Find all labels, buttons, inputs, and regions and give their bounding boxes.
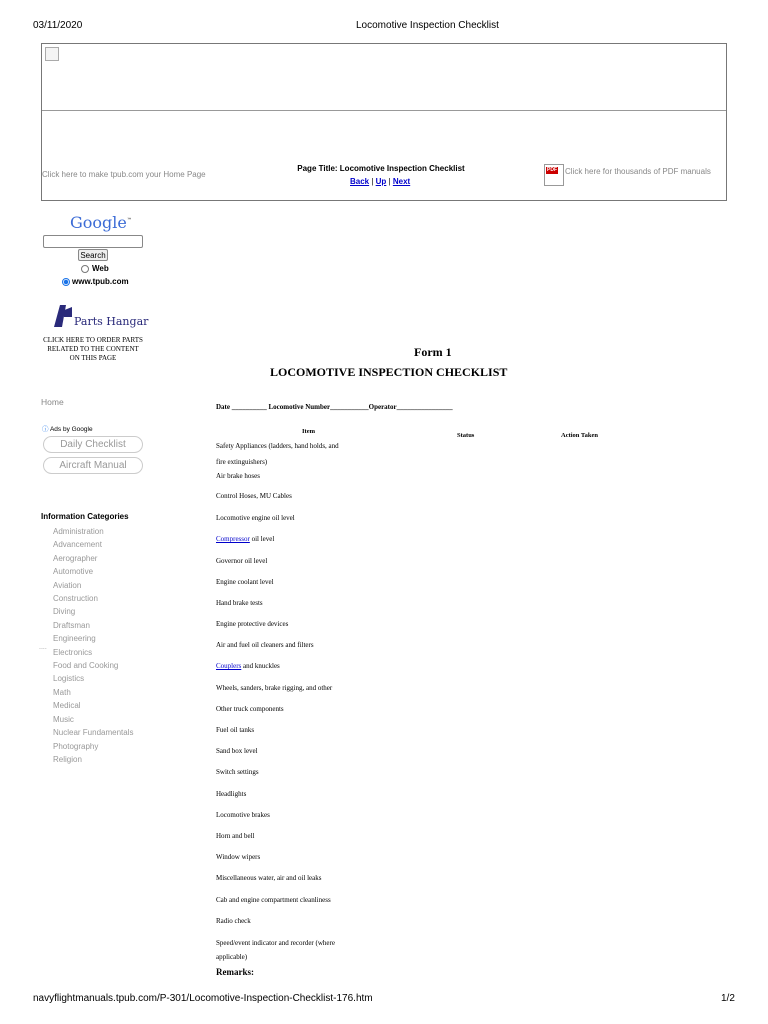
checklist-item: Control Hoses, MU Cables [216,492,292,500]
category-link[interactable]: Music [53,714,74,724]
checklist-item: Governor oil level [216,557,268,565]
pdf-manuals-link[interactable]: Click here for thousands of PDF manuals [565,167,711,176]
checklist-item: Other truck components [216,705,284,713]
parts-hangar-logo[interactable]: Parts Hangar [74,315,149,328]
back-link[interactable]: Back [350,177,370,186]
page-title: Page Title: Locomotive Inspection Checklist [297,164,465,173]
radio-web[interactable] [81,265,89,273]
search-button[interactable]: Search [78,249,108,261]
checklist-item: Locomotive brakes [216,811,270,819]
parts-hangar-logo-icon[interactable] [52,303,74,329]
ellipsis: .... [39,644,47,651]
broken-image-icon [45,47,59,61]
checklist-item: Headlights [216,790,247,798]
home-link[interactable]: Home [41,397,64,407]
checklist-item: Radio check [216,917,251,925]
category-link[interactable]: Advancement [53,540,102,550]
radio-site-label: www.tpub.com [72,277,129,286]
col-action: Action Taken [561,432,599,439]
checklist-item: Compressor oil level [216,535,275,543]
checklist-item: Hand brake tests [216,599,263,607]
pdf-badge: PDF [547,167,557,173]
category-link[interactable]: Administration [53,527,104,536]
checklist-item-cont: fire extinguishers) [216,458,268,466]
checklist-item: Engine protective devices [216,620,289,628]
checklist-item: Locomotive engine oil level [216,514,295,522]
compressor-link[interactable]: Compressor [216,535,250,543]
form-header-line: Date __________ Locomotive Number___________Operator________________ [216,403,453,411]
checklist-item: Switch settings [216,768,259,776]
checklist-item: Speed/event indicator and recorder (where [216,939,335,947]
form-title: LOCOMOTIVE INSPECTION CHECKLIST [270,365,508,379]
checklist-item: Engine coolant level [216,578,274,586]
category-link[interactable]: Logistics [53,674,85,684]
checklist-item: Safety Appliances (ladders, hand holds, and [216,442,339,450]
checklist-item: Cab and engine compartment cleanliness [216,896,331,904]
remarks-label: Remarks: [216,967,254,977]
categories-title: Information Categories [41,512,129,521]
print-date: 03/11/2020 [33,20,83,31]
checklist-item: Fuel oil tanks [216,726,255,734]
page-nav: Back | Up | Next [350,177,411,186]
category-link[interactable]: Food and Cooking [53,661,119,671]
info-icon: ⓘ [42,426,49,433]
order-parts-link[interactable]: CLICK HERE TO ORDER PARTS RELATED TO THE CONTENT ON THIS PAGE [43,336,143,362]
checklist-item: Air brake hoses [216,472,260,480]
category-link[interactable]: Medical [53,701,81,711]
category-link[interactable]: Engineering [53,634,96,644]
print-title: Locomotive Inspection Checklist [356,20,499,31]
checklist-item: Window wipers [216,853,261,861]
category-link[interactable]: Aviation [53,580,82,590]
checklist-item: Air and fuel oil cleaners and filters [216,641,314,649]
footer-url: navyflightmanuals.tpub.com/P-301/Locomotive-Inspection-Checklist-176.htm [33,993,373,1004]
col-item: Item [302,428,315,435]
checklist-item: Horn and bell [216,832,255,840]
categories-list [53,525,133,766]
category-link[interactable]: Automotive [53,567,94,577]
category-link[interactable]: Photography [53,741,99,751]
banner-divider [42,110,726,111]
ad-daily-checklist[interactable]: Daily Checklist [43,436,143,453]
col-status: Status [457,432,475,439]
make-homepage-link[interactable]: Click here to make tpub.com your Home Page [42,170,206,179]
google-logo: Google™ [70,213,132,232]
next-link[interactable]: Next [392,177,411,186]
up-link[interactable]: Up [375,177,387,186]
category-link[interactable]: Draftsman [53,620,90,630]
checklist-item: Wheels, sanders, brake rigging, and other [216,684,333,692]
ads-by-google[interactable]: ⓘ Ads by Google [42,426,93,433]
ad-aircraft-manual[interactable]: Aircraft Manual [43,457,143,474]
checklist-item-cont: applicable) [216,953,248,961]
category-link[interactable]: Religion [53,754,82,764]
checklist-item: Couplers and knuckles [216,662,280,670]
category-link[interactable]: Math [53,687,71,697]
category-link[interactable]: Aerographer [53,553,98,563]
radio-site[interactable] [62,278,70,286]
radio-web-label: Web [92,264,109,273]
category-link[interactable]: Electronics [53,647,93,657]
category-link[interactable]: Diving [53,607,76,617]
search-input[interactable] [43,235,143,248]
checklist-item: Miscellaneous water, air and oil leaks [216,874,322,882]
form-number: Form 1 [414,345,452,359]
category-link[interactable]: Nuclear Fundamentals [53,728,134,738]
pdf-icon[interactable] [544,164,564,186]
category-link[interactable]: Construction [53,594,98,604]
footer-page: 1/2 [721,993,735,1004]
couplers-link[interactable]: Couplers [216,662,242,670]
checklist-item: Sand box level [216,747,258,755]
